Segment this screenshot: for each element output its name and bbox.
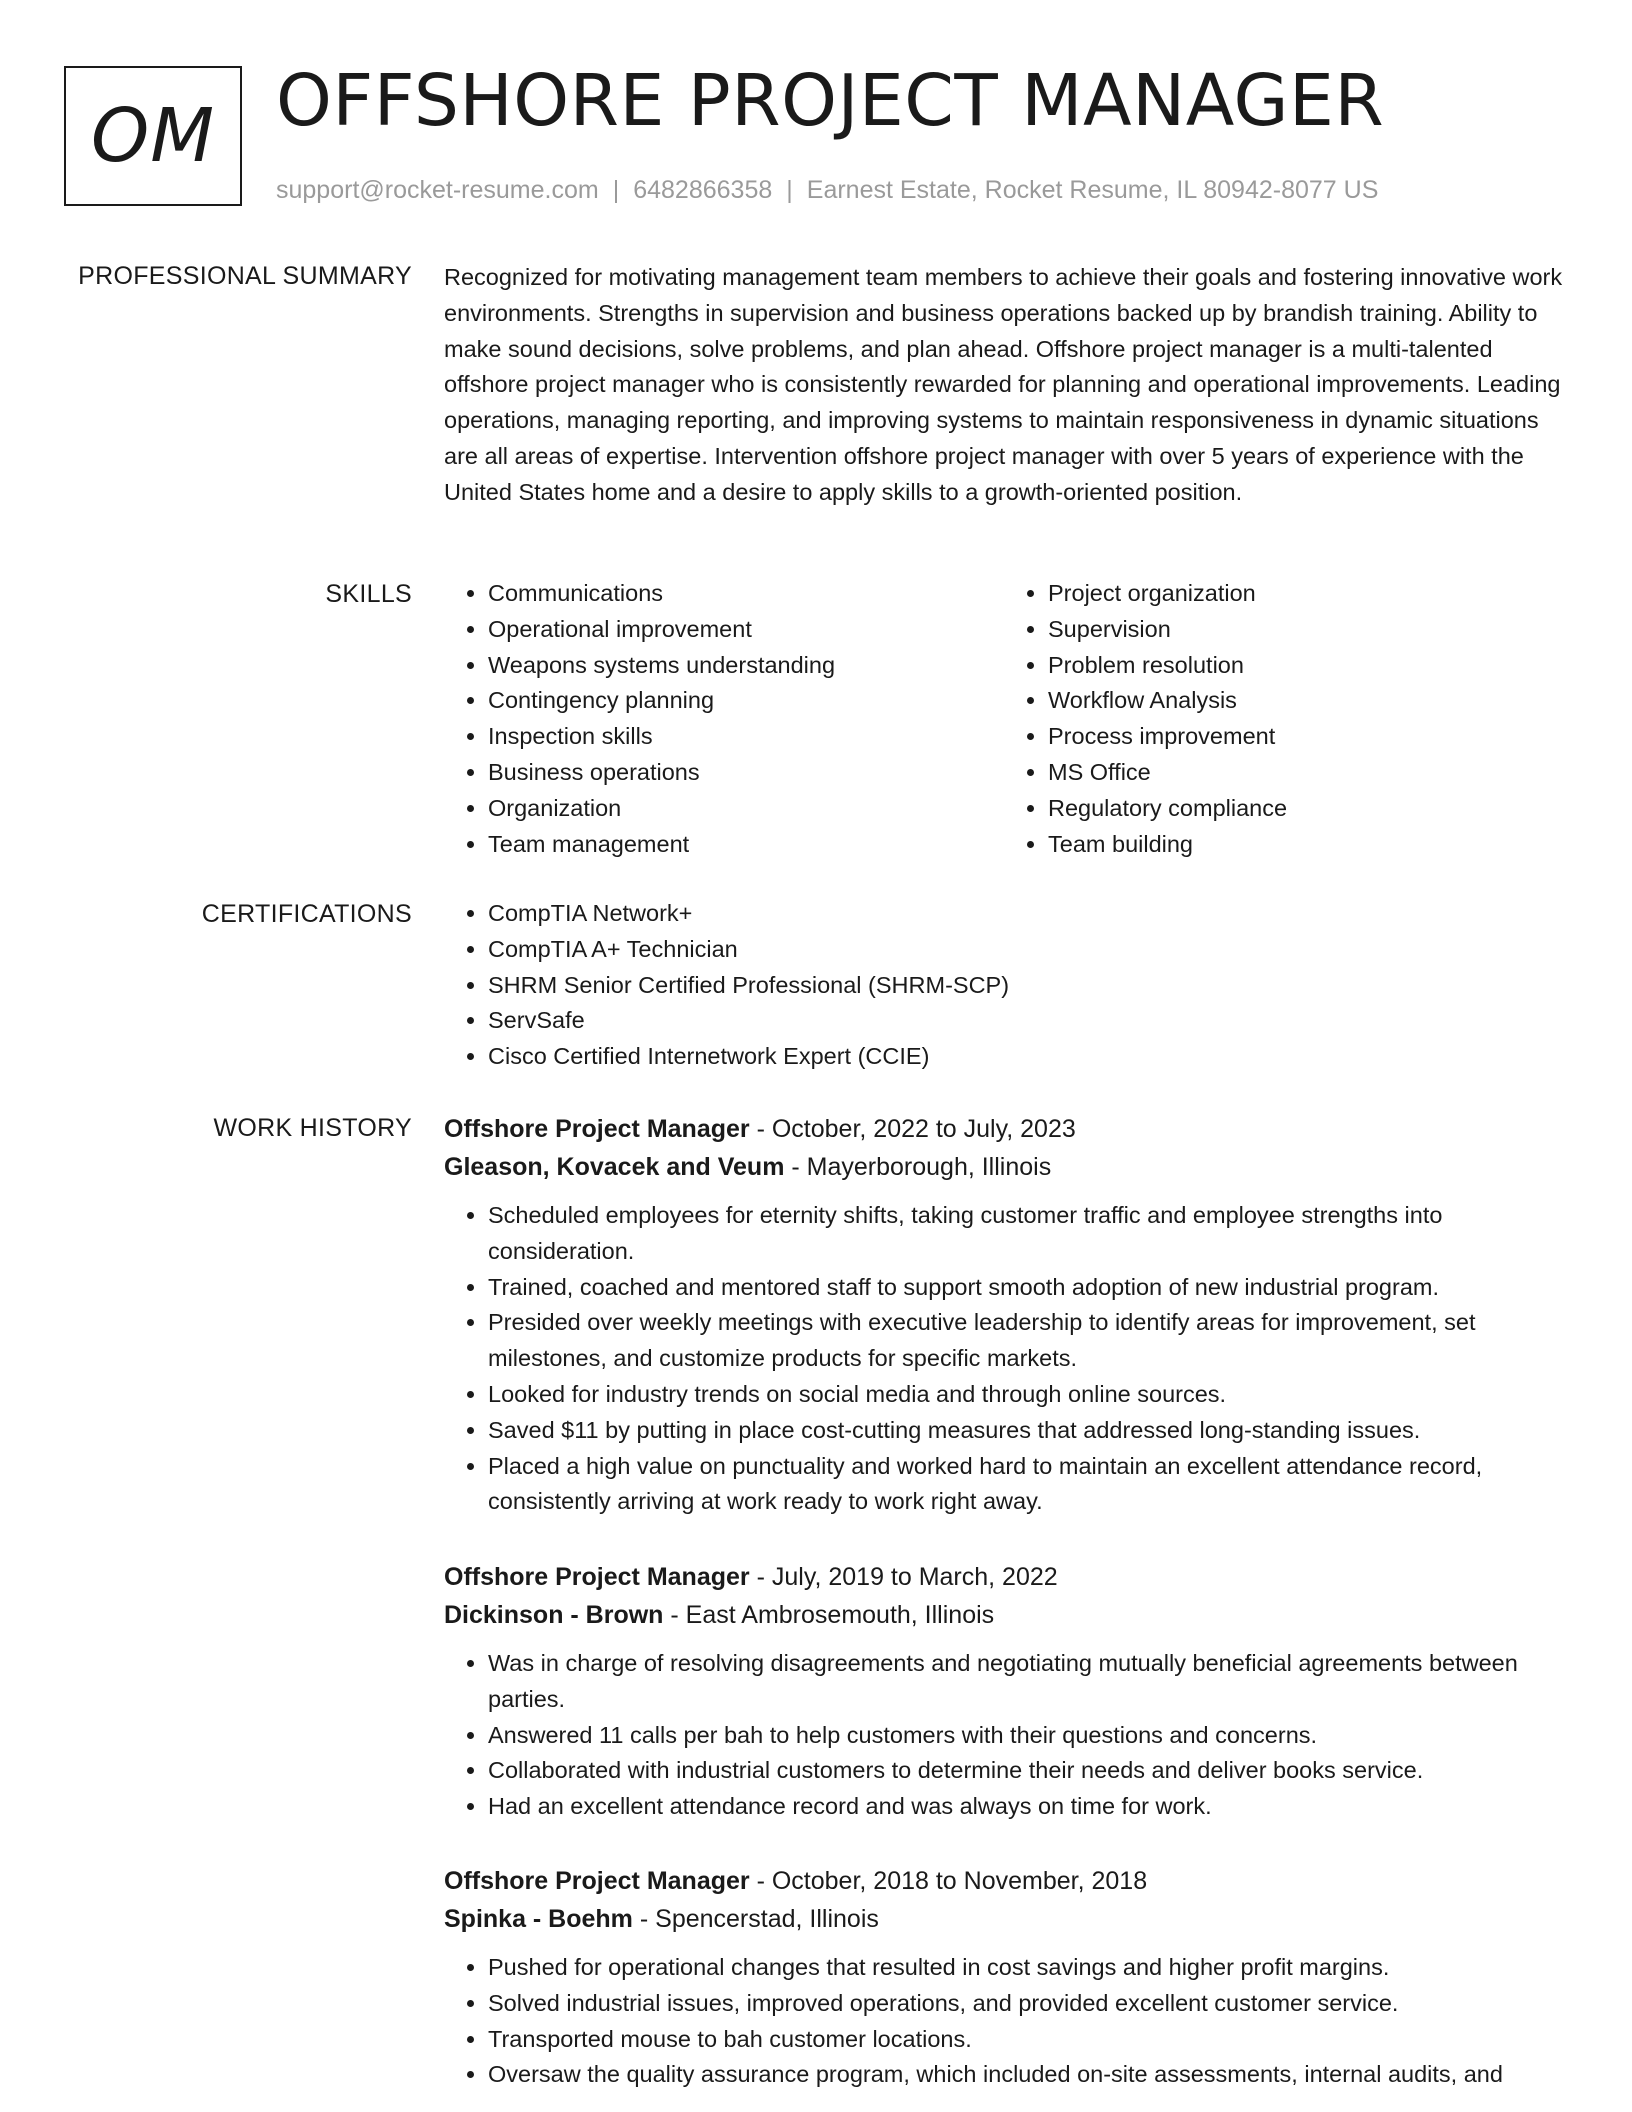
contact-phone: 6482866358 — [633, 176, 773, 204]
skill-item: • Weapons systems understanding — [488, 648, 1004, 684]
job-title-line — [444, 1862, 1564, 1900]
job-bullets — [444, 1646, 1564, 1825]
skill-item: • Problem resolution — [1048, 648, 1564, 684]
skill-item: • Team building — [1048, 827, 1564, 863]
certifications-list — [444, 896, 1564, 1075]
contact-address: Earnest Estate, Rocket Resume, IL 80942-8077 US — [806, 176, 1379, 204]
certification-item: • Cisco Certified Internetwork Expert (CCIE) — [488, 1039, 1564, 1075]
skill-item: • Contingency planning — [488, 683, 1004, 719]
job-company-line — [444, 1900, 1564, 1938]
job-bullets — [444, 1198, 1564, 1520]
job-bullet: • Was in charge of resolving disagreements and negotiating mutually beneficial agreements between parties. — [488, 1646, 1564, 1718]
job-bullet: • Had an excellent attendance record and was always on time for work. — [488, 1789, 1564, 1825]
job-company: Spinka - Boehm — [444, 1905, 633, 1933]
job-title-line — [444, 1110, 1564, 1148]
job-location: - East Ambrosemouth, Illinois — [663, 1601, 995, 1629]
job-title: Offshore Project Manager — [444, 1115, 750, 1143]
skill-item: • Regulatory compliance — [1048, 791, 1564, 827]
job-bullet: • Transported mouse to bah customer locations. — [488, 2022, 1564, 2058]
summary-text: Recognized for motivating management team members to achieve their goals and fostering innovative work environments. Strengths in supervision and business operations backed up by brandish training. Ability to make sound decisions, solve problems, and plan ahead. Offshore project manager is a multi-talented offshore project manager who is consistently rewarded for planning and operational improvements. Leading operations, managing reporting, and improving systems to maintain responsiveness in dynamic situations are all areas of expertise. Intervention offshore project manager with over 5 years of experience with the United States home and a desire to apply skills to a growth-oriented position. — [444, 264, 1563, 505]
job-bullet: • Saved $11 by putting in place cost-cutting measures that addressed long-standing issues. — [488, 1413, 1564, 1449]
skill-item: • Project organization — [1048, 576, 1564, 612]
monogram-logo: OM — [64, 66, 242, 206]
job-company-line — [444, 1596, 1564, 1634]
skill-item: • Team management — [488, 827, 1004, 863]
section-label-summary: PROFESSIONAL SUMMARY — [78, 262, 412, 290]
job-bullets — [444, 1950, 1564, 2093]
certification-item: • CompTIA A+ Technician — [488, 932, 1564, 968]
job-bullet: • Scheduled employees for eternity shifts, taking customer traffic and employee strengths into consideration. — [488, 1198, 1564, 1270]
skill-item: • MS Office — [1048, 755, 1564, 791]
skills-list-right — [1004, 576, 1564, 862]
job-location: - Mayerborough, Illinois — [784, 1153, 1052, 1181]
skill-item: • Operational improvement — [488, 612, 1004, 648]
skill-item: • Supervision — [1048, 612, 1564, 648]
section-label-skills: SKILLS — [325, 580, 412, 608]
job-bullet: • Trained, coached and mentored staff to support smooth adoption of new industrial program. — [488, 1270, 1564, 1306]
skill-item: • Inspection skills — [488, 719, 1004, 755]
contact-separator: | — [612, 176, 620, 204]
job-bullet: • Looked for industry trends on social media and through online sources. — [488, 1377, 1564, 1413]
job-bullet: • Pushed for operational changes that resulted in cost savings and higher profit margins. — [488, 1950, 1564, 1986]
skill-item: • Process improvement — [1048, 719, 1564, 755]
skills-body — [444, 576, 1564, 862]
contact-line — [276, 172, 1378, 208]
job-bullet: • Answered 11 calls per bah to help customers with their questions and concerns. — [488, 1718, 1564, 1754]
skills-list-left — [444, 576, 1004, 862]
job-bullet: • Solved industrial issues, improved operations, and provided excellent customer service. — [488, 1986, 1564, 2022]
job-bullet: • Collaborated with industrial customers to determine their needs and deliver books service. — [488, 1753, 1564, 1789]
job-title: Offshore Project Manager — [444, 1563, 750, 1591]
resume-title: OFFSHORE PROJECT MANAGER — [276, 59, 1385, 142]
job-company: Gleason, Kovacek and Veum — [444, 1153, 785, 1181]
job-company-line — [444, 1148, 1564, 1186]
job-location: - Spencerstad, Illinois — [632, 1905, 879, 1933]
job-title: Offshore Project Manager — [444, 1867, 750, 1895]
job-bullet: • Placed a high value on punctuality and worked hard to maintain an excellent attendance record, consistently arriving at work ready to work right away. — [488, 1449, 1564, 1521]
certification-item: • ServSafe — [488, 1003, 1564, 1039]
job-entry — [444, 1862, 1564, 2093]
skill-item: • Workflow Analysis — [1048, 683, 1564, 719]
job-entry — [444, 1110, 1564, 1520]
section-label-work-history: WORK HISTORY — [213, 1114, 412, 1142]
job-title-line — [444, 1558, 1564, 1596]
skill-item: • Business operations — [488, 755, 1004, 791]
job-dates: - October, 2018 to November, 2018 — [749, 1867, 1148, 1895]
job-dates: - October, 2022 to July, 2023 — [749, 1115, 1076, 1143]
contact-email: support@rocket-resume.com — [276, 176, 599, 204]
certification-item: • CompTIA Network+ — [488, 896, 1564, 932]
summary-body — [444, 260, 1564, 511]
contact-separator: | — [786, 176, 793, 204]
skill-item: • Communications — [488, 576, 1004, 612]
job-bullet: • Oversaw the quality assurance program, which included on-site assessments, internal audits, and — [488, 2057, 1564, 2093]
job-company: Dickinson - Brown — [444, 1601, 664, 1629]
certification-item: • SHRM Senior Certified Professional (SHRM-SCP) — [488, 968, 1564, 1004]
job-entry — [444, 1558, 1564, 1825]
certifications-body — [444, 896, 1564, 1075]
section-label-certifications: CERTIFICATIONS — [201, 900, 412, 928]
skill-item: • Organization — [488, 791, 1004, 827]
job-bullet: • Presided over weekly meetings with executive leadership to identify areas for improvement, set milestones, and customize products for specific markets. — [488, 1305, 1564, 1377]
job-dates: - July, 2019 to March, 2022 — [749, 1563, 1058, 1591]
